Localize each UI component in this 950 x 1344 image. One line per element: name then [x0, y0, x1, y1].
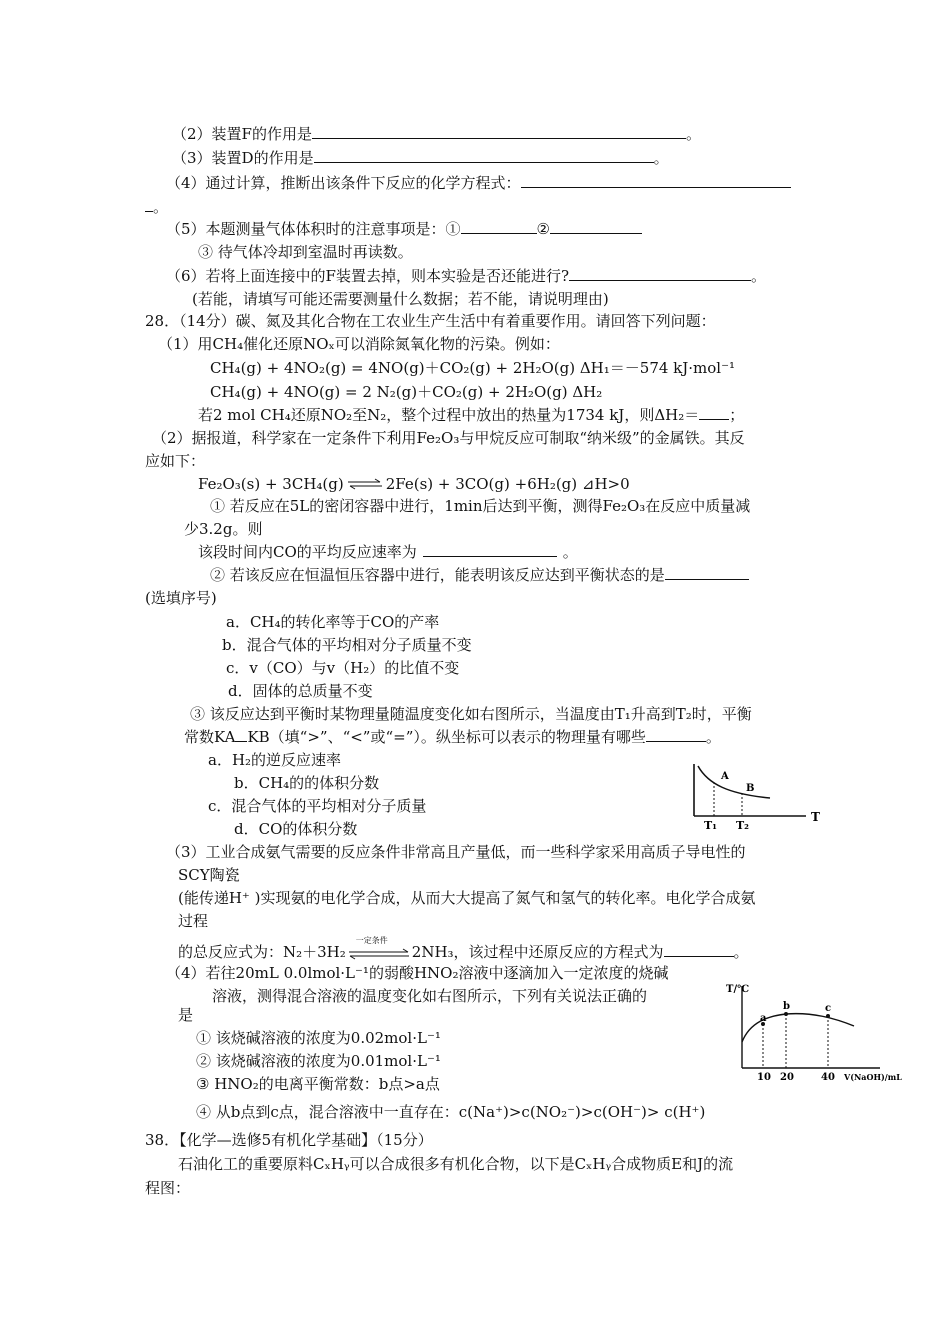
tick-20: 20 [780, 1072, 794, 1083]
curve [698, 766, 770, 798]
point-a-label: a [760, 1013, 767, 1024]
q28-p2-intro-a: （2）据报道，科学家在一定条件下利用Fe₂O₃与甲烷反应可制取“纳米级”的金属铁。其反 [152, 429, 745, 447]
temperature-curve [742, 1014, 854, 1042]
q28-s2-a: ② 若该反应在恒温恒压容器中进行，能表明该反应达到平衡状态的是 [210, 565, 749, 585]
q28-p4-opt-3: ③ HNO₂的电离平衡常数：b点>a点 [196, 1075, 440, 1093]
q28-s1-a: ① 若反应在5L的密闭容器中进行，1min后达到平衡，测得Fe₂O₃在反应中质量减 [210, 497, 751, 515]
answer-blank[interactable] [145, 197, 153, 212]
answer-blank[interactable] [461, 219, 537, 234]
condition-arrow: 一定条件 [348, 946, 410, 960]
q27-p6: （6）若将上面连接中的F装置去掉，则本实验是否还能进行? 。 [166, 267, 767, 285]
equilibrium-temperature-graph [684, 760, 824, 832]
answer-blank[interactable] [664, 942, 734, 957]
point-b-label: B [746, 783, 755, 794]
t1-label: T₁ [704, 819, 718, 832]
y-axis-label: T/℃ [726, 984, 750, 995]
answer-blank[interactable] [665, 565, 749, 580]
q28-p4-a: （4）若往20mL 0.0lmol·L⁻¹的弱酸HNO₂溶液中逐滴加入一定浓度的烧碱 [166, 964, 669, 982]
t2-label: T₂ [736, 819, 750, 832]
q38-intro-a: 石油化工的重要原料CₓHᵧ可以合成很多有机化合物，以下是CₓHᵧ合成物质E和J的流 [178, 1155, 734, 1173]
answer-blank[interactable] [646, 727, 706, 742]
answer-blank[interactable] [235, 727, 247, 742]
q28-s3-a: ③ 该反应达到平衡时某物理量随温度变化如右图所示，当温度由T₁升高到T₂时，平衡 [190, 705, 752, 723]
q27-p3: （3）装置D的作用是 。 [172, 149, 669, 167]
x-axis-label: T [811, 810, 820, 824]
answer-blank[interactable] [699, 405, 729, 420]
q28-p2-intro-b: 应如下： [145, 452, 206, 470]
q28-s1-c: 该段时间内CO的平均反应速率为 。 [198, 543, 578, 561]
q27-p4-end: 。 [145, 197, 168, 217]
q28-p3-a: （3）工业合成氨气需要的反应条件非常高且产量低，而一些科学家采用高质子导电性的 [166, 843, 746, 861]
q28-eq1: CH₄(g) + 4NO₂(g) = 4NO(g)＋CO₂(g) + 2H₂O(g) ΔH₁＝－574 kJ·mol⁻¹ [210, 359, 736, 377]
q28-title: 28．（14分）碳、氮及其化合物在工农业生产生活中有着重要作用。请回答下列问题： [145, 312, 716, 330]
temperature-titration-graph [722, 978, 914, 1090]
q38-intro-b: 程图： [145, 1179, 191, 1197]
q28-s3-opt-c: c．混合气体的平均相对分子质量 [208, 797, 427, 815]
q28-s3-opt-b: b．CH₄的的体积分数 [234, 774, 380, 792]
point-a-label: A [721, 771, 729, 782]
q28-p4-opt-1: ① 该烧碱溶液的浓度为0.02mol·L⁻¹ [196, 1029, 441, 1047]
point-c-label: c [825, 1003, 832, 1014]
q28-p3-d: 过程 [178, 912, 209, 930]
q28-s2-opt-b: b．混合气体的平均相对分子质量不变 [222, 636, 472, 654]
answer-blank[interactable] [312, 124, 686, 139]
q28-eq2: CH₄(g) + 4NO(g) = 2 N₂(g)＋CO₂(g) + 2H₂O(g) ΔH₂ [210, 383, 603, 401]
q27-p2: （2）装置F的作用是 。 [172, 125, 701, 143]
q27-p6-note: (若能，请填写可能还需要测量什么数据；若不能，请说明理由) [192, 290, 609, 308]
q28-p3-c: (能传递H⁺ )实现氨的电化学合成，从而大大提高了氮气和氢气的转化率。电化学合成氨 [178, 889, 756, 907]
q27-p4: （4）通过计算，推断出该条件下反应的化学方程式： [166, 173, 791, 193]
q28-s3-b: 常数KA KB（填“>”、“<”或“=”）。纵坐标可以表示的物理量有哪些 。 [184, 728, 721, 746]
q28-p4-c: 是 [178, 1006, 194, 1024]
answer-blank[interactable] [521, 173, 791, 188]
x-axis-label: V(NaOH)/mL [844, 1072, 902, 1082]
q28-p4-b: 溶液，测得混合溶液的温度变化如右图所示，下列有关说法正确的 [212, 987, 648, 1005]
q28-s2-opt-c: c．v（CO）与v（H₂）的比值不变 [226, 659, 460, 677]
q28-eq3: Fe₂O₃(s) + 3CH₄(g) 2Fe(s) + 3CO(g) +6H₂(g) ⊿H>0 [198, 475, 630, 493]
q28-s1-b: 少3.2g。则 [184, 520, 263, 538]
tick-40: 40 [821, 1072, 835, 1083]
q28-s3-opt-d: d．CO的体积分数 [234, 820, 358, 838]
tick-10: 10 [757, 1072, 771, 1083]
answer-blank[interactable] [569, 266, 751, 281]
q28-p3-b: SCY陶瓷 [178, 866, 240, 884]
q28-s2-opt-a: a．CH₄的转化率等于CO的产率 [226, 613, 440, 631]
q27-p5: （5）本题测量气体体积时的注意事项是：① ② [166, 219, 642, 239]
answer-blank[interactable] [550, 219, 642, 234]
point-b-label: b [783, 1001, 790, 1012]
q28-p1-question: 若2 mol CH₄还原NO₂至N₂，整个过程中放出的热量为1734 kJ，则ΔH₂＝ ； [198, 406, 745, 424]
q38-title: 38．【化学—选修5有机化学基础】（15分） [145, 1131, 433, 1149]
q28-p4-opt-4: ④ 从b点到c点，混合溶液中一直存在：c(Na⁺)>c(NO₂⁻)>c(OH⁻)> c(H⁺) [196, 1103, 706, 1121]
q28-p3-e: 的总反应式为：N₂＋3H₂ 一定条件 2NH₃，该过程中还原反应的方程式为 。 [178, 936, 749, 961]
q28-s3-opt-a: a．H₂的逆反应速率 [208, 751, 342, 769]
q27-p5-3: ③ 待气体冷却到室温时再读数。 [198, 243, 413, 261]
answer-blank[interactable] [423, 542, 557, 557]
reversible-arrow-icon [347, 475, 383, 495]
q28-p4-opt-2: ② 该烧碱溶液的浓度为0.01mol·L⁻¹ [196, 1052, 441, 1070]
q28-s2-opt-d: d．固体的总质量不变 [228, 682, 373, 700]
q28-s2-b: (选填序号) [145, 589, 217, 607]
answer-blank[interactable] [314, 148, 654, 163]
q28-p1-intro: （1）用CH₄催化还原NOₓ可以消除氮氧化物的污染。例如： [158, 335, 560, 353]
